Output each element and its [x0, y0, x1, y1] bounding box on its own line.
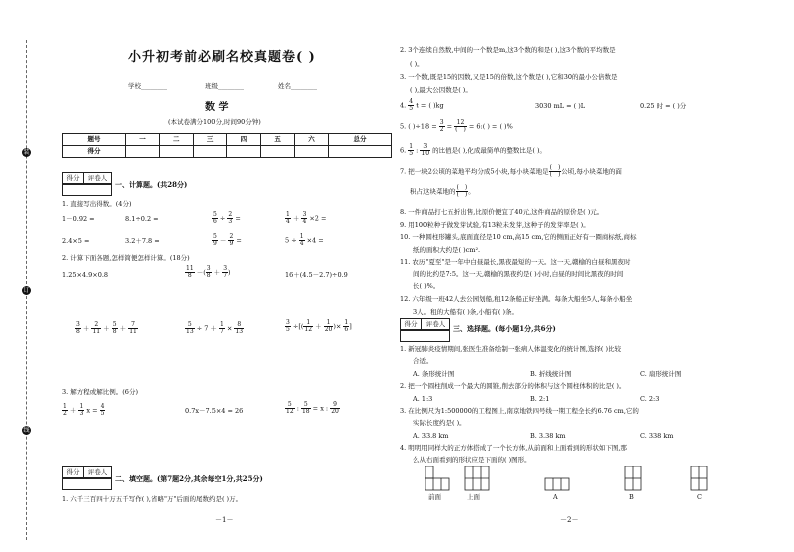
question: 3人。租的大船有( )条,小船有( )条。 [413, 308, 518, 316]
calc-item: $\frac{5}{13}$ ÷ 7 ＋ $\frac{1}{7}$ × $\frac{8}{13}$ [186, 321, 244, 335]
question: 3. 解方程或解比例。(6分) [62, 388, 138, 396]
score-row-label: 得分 [63, 146, 126, 158]
question: 么从右面看到的形状应是下面的( )图形。 [413, 456, 531, 464]
question: 11. 农历"夏至"是一年中白昼最长,黑夜最短的一天。这一天,赣榆的白昼和黑夜时 [400, 258, 631, 266]
calc-item: $\frac{5}{9}$ － $\frac{2}{9}$ = [213, 233, 242, 247]
class-label: 班级________ [205, 82, 244, 90]
figure-label: 前面 [428, 493, 441, 501]
question: 9. 用100粒种子做发芽试验,有13粒未发芽,这种子的发芽率是( )。 [400, 221, 590, 229]
binding-seal: 订 [23, 287, 30, 294]
score-table [62, 133, 392, 158]
calc-item: 0.7x－7.5×4 = 26 [185, 407, 244, 415]
figure-label: B [629, 493, 634, 501]
calc-item: 8.1÷0.2 = [125, 215, 159, 223]
question: 2. 把一个圆柱削成一个最大的圆锥,削去部分的体积与这个圆柱体积的比是( )。 [400, 382, 626, 390]
option: A. 1:3 [413, 395, 433, 403]
score-header: 题号 [63, 134, 126, 146]
option: B. 折线统计图 [530, 370, 572, 378]
score-header: 四 [227, 134, 261, 146]
grader-box-empty [400, 329, 450, 342]
calc-item: $\frac{11}{8}$ －( $\frac{3}{8}$ ＋ $\frac{3}{7}$ ) [186, 265, 231, 279]
calc-item: 1－0.92 = [62, 215, 95, 223]
question: 8. 一件商品打七五折出售,比原价便宜了40元,这件商品的原价是( )元。 [400, 208, 604, 216]
question: 2. 计算下面各题,怎样简便怎样计算。(18分) [62, 254, 190, 262]
subject-heading: 数 学 [205, 102, 229, 113]
calc-item: $\frac{1}{4}$ ＋ $\frac{3}{4}$ ×2 = [286, 211, 327, 225]
name-label: 姓名________ [278, 82, 317, 90]
calc-item: 3.2＋7.8 = [125, 237, 160, 245]
question: 3. 一个数,既是15的因数,又是15的倍数,这个数是( ),它和30的最小公倍数是 [400, 73, 618, 81]
score-header: 二 [159, 134, 193, 146]
question: ( ),最大公因数是( )。 [410, 86, 472, 94]
page-title: 小升初考前必刷名校真题卷( ) [128, 50, 316, 65]
page-number: －2－ [560, 516, 579, 524]
calc-item: 2.4×5 = [62, 237, 90, 245]
figure-label: A [553, 493, 558, 501]
question: 1. 新冠肺炎疫情期间,张医生准备绘制一张病人体温变化的统计图,选择( )比较 [400, 345, 622, 353]
calc-item: 16＋(4.5－2.7)÷0.9 [285, 271, 348, 279]
grader-box: 得分 评卷人 [400, 318, 450, 331]
question: ( )。 [410, 60, 424, 68]
question: 6. $\frac{1}{5}$ : $\frac{3}{10}$ 的比值是( ),化成最简单的整数比是( )。 [400, 143, 546, 157]
question: 5. ( )÷18 = $\frac{3}{2}$ = $\frac{12}{( )}$ = 6:( ) = ( )% [400, 119, 513, 133]
question: 积占这块菜地的 $\frac{( )}{( )}$ 。 [410, 184, 475, 198]
calc-item: $\frac{3}{8}$ ＋ $\frac{2}{11}$ ＋ $\frac{5}{8}$ ＋ $\frac{7}{11}$ [76, 321, 137, 335]
figure-label: C [697, 493, 702, 501]
question: 7. 把一块2公顷的菜地平均分成5小块,每小块菜地是 $\frac{( )}{( )}$ 公顷,每小块菜地的面 [400, 164, 622, 178]
binding-seal: 装 [23, 149, 30, 156]
question: 合适。 [413, 357, 433, 365]
grader-box: 得分 评卷人 [62, 466, 112, 479]
option: C. 338 km [640, 432, 674, 440]
question: 3. 在比例尺为1:500000的工程图上,南京地铁四号线一期工程全长约6.76 cm,它的 [400, 407, 639, 415]
question: 10. 一种圆柱形罐头,底面直径是10 cm,高15 cm,它的侧面正好有一圈商标纸,商标 [400, 233, 637, 241]
question: 12. 六年级一班42人去公园划船,租12条船正好坐满。每条大船坐5人,每条小船坐 [400, 295, 633, 303]
calc-item: 5 ÷ $\frac{1}{4}$ ×4 = [285, 233, 324, 247]
calc-item: 1.25×4.9×0.8 [62, 271, 109, 279]
question: 3030 mL = ( )L [535, 102, 586, 110]
question: 长( )%。 [413, 282, 440, 290]
option: B. 2:1 [530, 395, 550, 403]
figure-label: 上面 [467, 493, 480, 501]
calc-item: $\frac{1}{2}$ ＋ $\frac{1}{3}$ x = $\frac{4}{5}$ [63, 403, 105, 417]
grader-box-empty [62, 183, 112, 196]
question: 间的比约是7:5。这一天,赣榆的黑夜约是( )小时,白昼的时间比黑夜的时间 [413, 270, 624, 278]
option: A. 条形统计图 [413, 370, 455, 378]
question: 0.25 时 = ( )分 [640, 102, 687, 110]
grader-box: 得分 评卷人 [62, 172, 112, 185]
binding-seal: 线 [23, 427, 30, 434]
question: 4. $\frac{4}{5}$ t = ( )kg [400, 98, 444, 112]
question: 实际长度约是( )。 [413, 419, 466, 427]
score-header: 总分 [328, 134, 391, 146]
school-label: 学校________ [128, 82, 167, 90]
question: 4. 明明用同样大的正方体搭成了一个长方体,从前面和上面看到的形状如下图,那 [400, 444, 627, 452]
option: A. 33.8 km [413, 432, 449, 440]
calc-item: $\frac{3}{5}$ ÷[( $\frac{1}{12}$ ＋ $\frac{1}{20}$ )× $\frac{1}{6}$ ] [286, 319, 352, 333]
score-header: 一 [126, 134, 160, 146]
calc-item: $\frac{5}{6}$ ÷ $\frac{2}{3}$ = [213, 211, 241, 225]
question: 纸的面积大约是( )cm². [413, 246, 481, 254]
section-title: 三、选择题。(每小题1分,共6分) [453, 324, 556, 333]
section-title: 一、计算题。(共28分) [115, 180, 188, 189]
question: 2. 3个连续自然数,中间的一个数是m,这3个数的和是( ),这3个数的平均数是 [400, 46, 616, 54]
option: B. 3.38 km [530, 432, 566, 440]
score-header: 五 [261, 134, 295, 146]
score-header: 六 [295, 134, 329, 146]
grader-box-empty [62, 477, 112, 490]
score-header: 三 [193, 134, 227, 146]
question: 1. 直接写出得数。(4分) [62, 200, 132, 208]
option: C. 2:3 [640, 395, 660, 403]
calc-item: $\frac{5}{12}$ : $\frac{5}{18}$ = x : $\frac{9}{20}$ [286, 401, 339, 415]
option: C. 扇形统计图 [640, 370, 682, 378]
section-title: 二、填空题。(第7题2分,其余每空1分,共25分) [115, 474, 263, 483]
question: 1. 六千三百四十万五千写作( ),省略"万"后面的尾数约是( )万。 [62, 495, 243, 503]
page-number: －1－ [215, 516, 234, 524]
exam-note: (本试卷满分100分,时间90分钟) [168, 118, 261, 126]
